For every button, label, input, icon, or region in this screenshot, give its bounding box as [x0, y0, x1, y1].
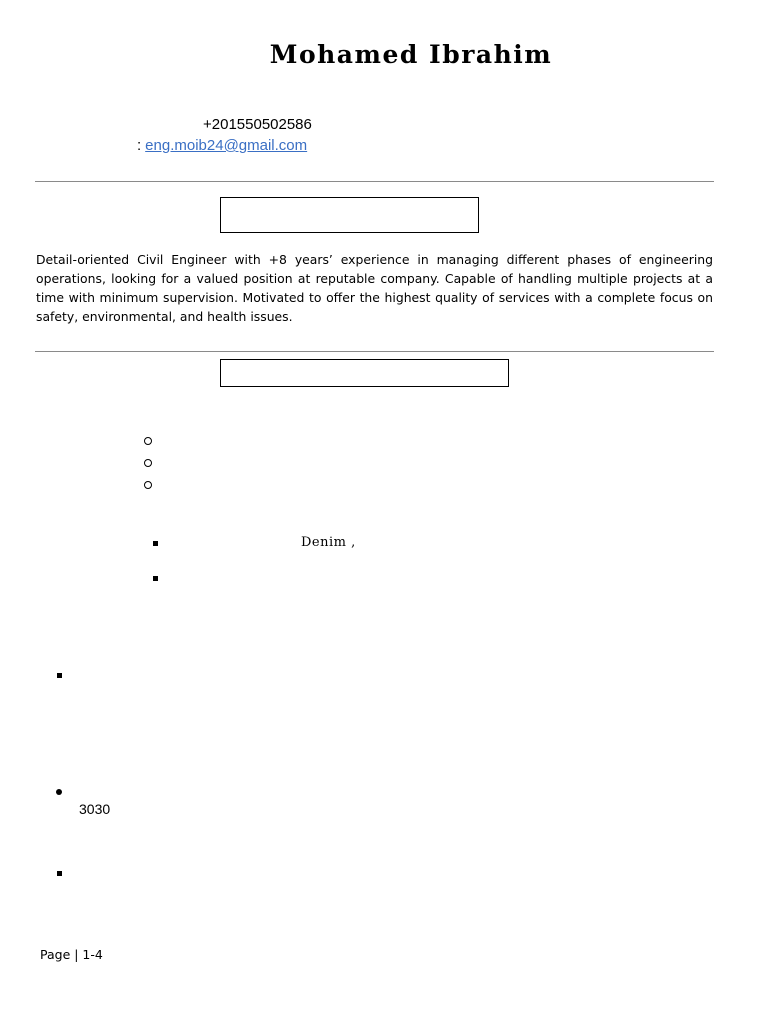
square-bullet-icon — [153, 576, 158, 581]
round-bullet-icon — [56, 789, 62, 795]
summary-paragraph: Detail-oriented Civil Engineer with +8 years’ experience in managing different phases of engineering operations, looking for a valued position at reputable company. Capable of handling multiple projects at a time with minimum supervision. Motivated to offer the highest quality of services with a complete focus on safety, environmental, and health issues. — [36, 252, 713, 324]
email-row — [137, 137, 307, 154]
circle-bullet-icon — [144, 437, 152, 445]
divider-middle — [35, 351, 714, 352]
phone-number: +201550502586 — [203, 116, 312, 133]
number-text: 3030 — [79, 801, 111, 817]
square-bullet-icon — [57, 673, 62, 678]
circle-bullet-icon — [144, 459, 152, 467]
square-bullet-icon — [153, 541, 158, 546]
denim-text: Denim , — [301, 535, 356, 550]
square-bullet-icon — [57, 871, 62, 876]
email-prefix: : — [137, 137, 142, 154]
section-heading-box-summary — [220, 197, 479, 233]
page-footer: Page | 1-4 — [40, 947, 103, 962]
section-heading-box-experience — [220, 359, 509, 387]
resume-name: Mohamed Ibrahim — [269, 40, 553, 69]
email-link[interactable]: eng.moib24@gmail.com — [145, 137, 308, 154]
circle-bullet-icon — [144, 481, 152, 489]
divider-top — [35, 181, 714, 182]
